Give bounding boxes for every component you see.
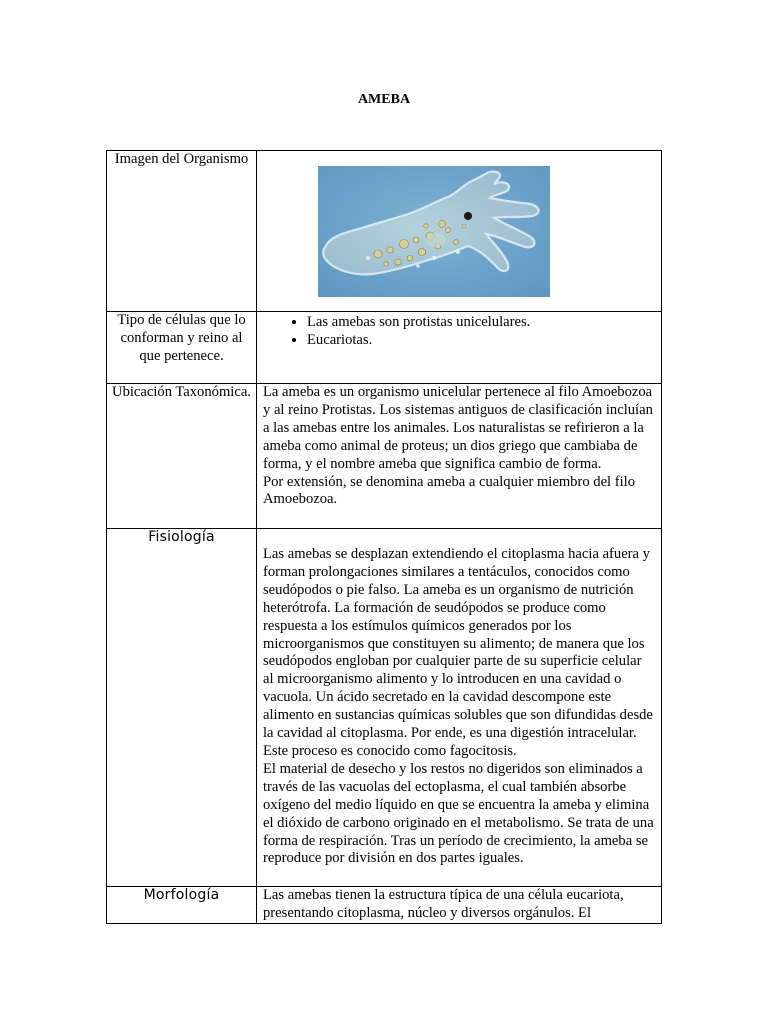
list-item: • Eucariotas. (307, 332, 655, 350)
paragraph: La ameba es un organismo unicelular pertenece al filo Amoebozoa y al reino Protistas. Los sistemas antiguos de clasificación incluían a las amebas entre los animales. Los naturalistas se refirieron a la ameba como animal de proteus; un dios griego que cambiaba de forma, y el nombre ameba que significa cambio de forma. (263, 384, 653, 472)
row-tipo (107, 312, 662, 384)
paragraph: Las amebas se desplazan extendiendo el citoplasma hacia afuera y forman prolongaciones similares a tentáculos, conocidos como seudópodos o pie falso. La ameba es un organismo de nutrición heterótrofa. La formación de seudópodos se produce como respuesta a los estímulos químicos generados por los microorganismos que constituyen su alimento; de manera que los seudópodos engloban por cualquier parte de su superficie celular al microorganismo alimento y lo introducen en una cavidad o vacuola. Un ácido secretado en la cavidad descompone este alimento en sustancias químicas solubles que son difundidas desde la cavidad al citoplasma. Por ende, es una digestión intracelular. Este proceso es conocido como fagocitosis. (263, 546, 653, 759)
row-morfologia (107, 887, 662, 924)
cell-tipo (257, 312, 662, 384)
paragraph: El material de desecho y los restos no digeridos son eliminados a través de las vacuolas del ectoplasma, el cual también absorbe oxígeno del medio líquido en que se encuentra la ameba y elimina el dióxido de carbono originado en el metabolismo. Se trata de una forma de respiración. Tras un período de crecimiento, la ameba se reproduce por división en dos partes iguales. (263, 760, 654, 867)
cell-ubicacion (257, 384, 662, 529)
cell-fisiologia (257, 529, 662, 887)
label-tipo: Tipo de células que lo conforman y reino al que pertenece. (107, 312, 257, 384)
paragraph: Las amebas tienen la estructura típica de una célula eucariota, presentando citoplasma, núcleo y diversos orgánulos. El (263, 887, 624, 921)
row-imagen (107, 151, 662, 312)
organism-table (106, 150, 662, 924)
label-fisiologia: Fisiología (107, 529, 257, 887)
label-morfologia: Morfología (107, 887, 257, 924)
paragraph: Por extensión, se denomina ameba a cualquier miembro del filo Amoebozoa. (263, 473, 636, 508)
cell-imagen (257, 151, 662, 312)
label-imagen: Imagen del Organismo (107, 151, 257, 312)
document-title: AMEBA (357, 92, 411, 107)
amoeba-photo (318, 166, 550, 297)
row-fisiologia (107, 529, 662, 887)
row-ubicacion (107, 384, 662, 529)
label-ubicacion: Ubicación Taxonómica. (107, 384, 257, 529)
bullet-list (263, 314, 655, 350)
list-item: • Las amebas son protistas unicelulares. (307, 314, 655, 332)
cell-morfologia (257, 887, 662, 924)
